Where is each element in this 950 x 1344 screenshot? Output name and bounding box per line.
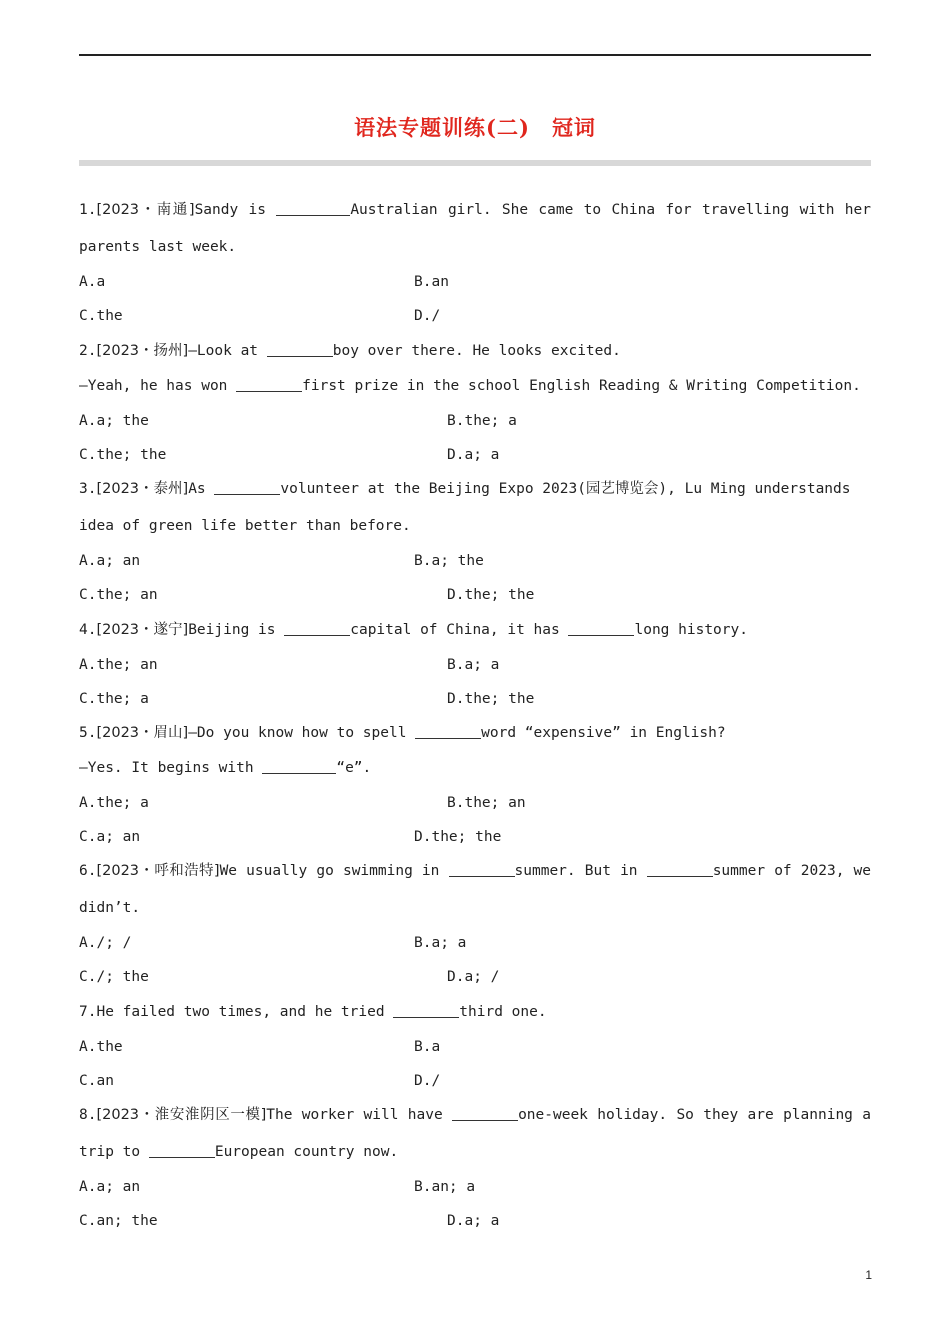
question-source: [2023・遂宁] — [96, 622, 189, 638]
question-6-line2: didn’t. — [79, 900, 141, 916]
option-a[interactable]: A.a; an — [79, 553, 141, 569]
option-c[interactable]: C.the — [79, 308, 123, 324]
option-a[interactable]: A.a; an — [79, 1179, 141, 1195]
question-5-line2: —Yes. It begins with “e”. — [79, 751, 871, 786]
option-d[interactable]: D.a; / — [447, 969, 500, 985]
answer-blank[interactable] — [393, 1001, 459, 1018]
answer-blank[interactable] — [149, 1141, 215, 1158]
question-8 — [79, 1098, 871, 1238]
title-divider — [79, 160, 871, 166]
answer-blank[interactable] — [267, 340, 333, 357]
option-a[interactable]: A.a; the — [79, 413, 149, 429]
option-a[interactable]: A.the; a — [79, 795, 149, 811]
question-1-line1: 1.[2023・南通]Sandy is Australian girl. She came to China for travelling with her — [79, 193, 871, 228]
option-c[interactable]: C.the; the — [79, 447, 167, 463]
answer-blank[interactable] — [568, 619, 634, 636]
question-2 — [79, 334, 871, 472]
question-7-line1: 7.He failed two times, and he tried third one. — [79, 995, 871, 1030]
question-3 — [79, 472, 871, 612]
answer-blank[interactable] — [236, 375, 302, 392]
option-c[interactable]: C.a; an — [79, 829, 141, 845]
answer-blank[interactable] — [415, 722, 481, 739]
option-d[interactable]: D.a; a — [447, 1213, 500, 1229]
question-6-line1: 6.[2023・呼和浩特]We usually go swimming in summer. But in summer of 2023, we — [79, 854, 871, 889]
option-b[interactable]: B.the; a — [447, 413, 517, 429]
question-source: [2023・扬州] — [96, 343, 189, 359]
answer-blank[interactable] — [647, 860, 713, 877]
option-b[interactable]: B.an — [414, 274, 449, 290]
question-2-line1: 2.[2023・扬州]—Look at boy over there. He looks excited. — [79, 334, 871, 369]
option-c[interactable]: C.the; a — [79, 691, 149, 707]
option-b[interactable]: B.a; the — [414, 553, 484, 569]
question-7 — [79, 995, 871, 1098]
option-d[interactable]: D./ — [414, 308, 441, 324]
answer-blank[interactable] — [214, 478, 280, 495]
title-main: 语法专题训练(二) — [354, 115, 530, 140]
option-b[interactable]: B.an; a — [414, 1179, 476, 1195]
question-source: [2023・泰州] — [96, 481, 189, 497]
question-1-line2: parents last week. — [79, 239, 237, 255]
answer-blank[interactable] — [276, 199, 350, 216]
question-8-line1: 8.[2023・淮安淮阴区一模]The worker will have one-week holiday. So they are planning a — [79, 1098, 871, 1133]
option-b[interactable]: B.a — [414, 1039, 441, 1055]
question-3-line2: idea of green life better than before. — [79, 518, 411, 534]
answer-blank[interactable] — [284, 619, 350, 636]
question-8-line2: trip to European country now. — [79, 1135, 871, 1170]
option-d[interactable]: D.the; the — [447, 587, 535, 603]
top-rule — [79, 54, 871, 56]
question-source: [2023・呼和浩特] — [96, 863, 220, 879]
option-a[interactable]: A./; / — [79, 935, 132, 951]
option-a[interactable]: A.the; an — [79, 657, 158, 673]
question-3-line1: 3.[2023・泰州]As volunteer at the Beijing Expo 2023(园艺博览会), Lu Ming understands — [79, 472, 871, 507]
option-b[interactable]: B.the; an — [447, 795, 526, 811]
question-source: [2023・淮安淮阴区一模] — [96, 1107, 267, 1123]
question-5 — [79, 716, 871, 854]
question-4 — [79, 613, 871, 716]
question-1 — [79, 193, 871, 333]
answer-blank[interactable] — [449, 860, 515, 877]
option-c[interactable]: C.an; the — [79, 1213, 158, 1229]
answer-blank[interactable] — [452, 1104, 518, 1121]
option-d[interactable]: D.the; the — [414, 829, 502, 845]
option-c[interactable]: C.an — [79, 1073, 114, 1089]
page-number: 1 — [865, 1268, 872, 1282]
option-d[interactable]: D./ — [414, 1073, 441, 1089]
question-5-line1: 5.[2023・眉山]—Do you know how to spell word “expensive” in English? — [79, 716, 871, 751]
option-b[interactable]: B.a; a — [447, 657, 500, 673]
option-a[interactable]: A.the — [79, 1039, 123, 1055]
question-6 — [79, 854, 871, 994]
option-d[interactable]: D.a; a — [447, 447, 500, 463]
question-4-line1: 4.[2023・遂宁]Beijing is capital of China, it has long history. — [79, 613, 871, 648]
option-d[interactable]: D.the; the — [447, 691, 535, 707]
answer-blank[interactable] — [262, 757, 336, 774]
question-source: [2023・眉山] — [96, 725, 189, 741]
question-2-line2: —Yeah, he has won first prize in the school English Reading & Writing Competition. — [79, 369, 871, 404]
option-c[interactable]: C./; the — [79, 969, 149, 985]
title-topic: 冠词 — [551, 115, 596, 140]
page-title — [0, 112, 950, 142]
option-b[interactable]: B.a; a — [414, 935, 467, 951]
option-a[interactable]: A.a — [79, 274, 106, 290]
option-c[interactable]: C.the; an — [79, 587, 158, 603]
question-source: [2023・南通] — [96, 202, 195, 218]
